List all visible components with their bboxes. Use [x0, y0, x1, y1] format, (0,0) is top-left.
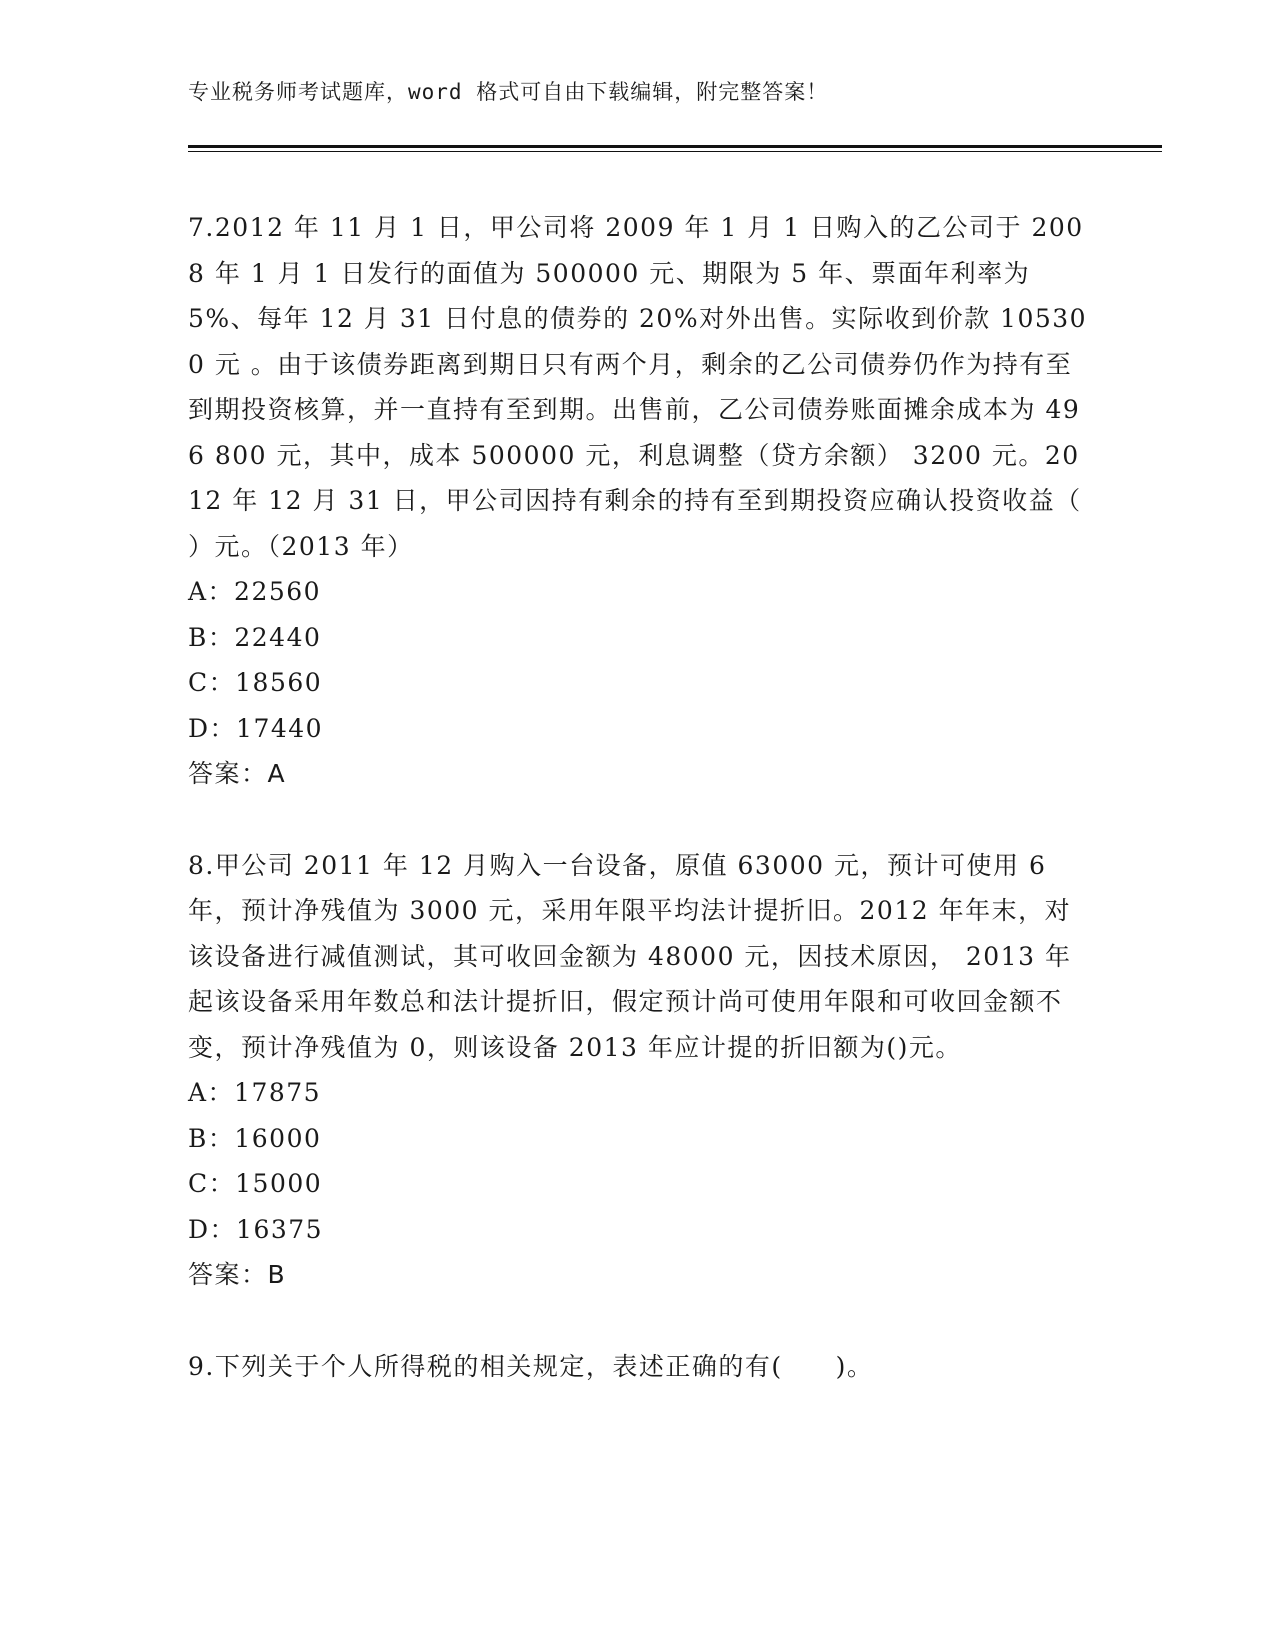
question-8-option-b: B：16000	[188, 1123, 322, 1153]
question-9	[188, 1344, 1088, 1390]
question-list	[188, 205, 1088, 1389]
question-spacer	[188, 797, 1088, 843]
question-8-option-d: D：16375	[188, 1214, 324, 1244]
question-8-answer: 答案：B	[188, 1260, 287, 1289]
question-8-option-c: C：15000	[188, 1169, 323, 1198]
header-rule-thin	[188, 151, 1162, 152]
question-spacer	[188, 1298, 1088, 1344]
question-8	[188, 843, 1088, 1298]
question-7-answer: 答案：A	[188, 759, 287, 788]
header-rule	[188, 145, 1162, 148]
question-7-option-c: C：18560	[188, 668, 323, 697]
question-7	[188, 205, 1088, 797]
question-7-option-a: A：22560	[188, 577, 322, 606]
page-header: 专业税务师考试题库，word 格式可自由下载编辑，附完整答案！	[188, 80, 829, 104]
question-7-option-d: D：17440	[188, 713, 324, 743]
question-8-option-a: A：17875	[188, 1078, 322, 1107]
question-8-text: 8.甲公司 2011 年 12 月购入一台设备，原值 63000 元，预计可使用 6 年，预计净残值为 3000 元，采用年限平均法计提折旧。2012 年年末，对该设备进行减值测试，其可收回金额为 48000 元，因技术原因， 2013 年起该设备采用年数总和法计提折旧，假定预计尚可使用年限和可收回金额不变，预计净残值为 0，则该设备 2013 年应计提的折旧额为()元。	[188, 850, 1072, 1062]
question-7-text: 7.2012 年 11 月 1 日，甲公司将 2009 年 1 月 1 日购入的乙公司于 2008 年 1 月 1 日发行的面值为 500000 元、期限为 5 年、票面年利率为 5%、每年 12 月 31 日付息的债券的 20%对外出售。实际收到价款 105300 元 。由于该债券距离到期日只有两个月，剩余的乙公司债券仍作为持有至到期投资核算，并一直持有至到期。出售前，乙公司债券账面摊余成本为 496 800 元，其中，成本 500000 元，利息调整（贷方余额） 3200 元。2012 年 12 月 31 日，甲公司因持有剩余的持有至到期投资应确认投资收益（ ）元。（2013 年）	[188, 213, 1088, 561]
question-7-option-b: B：22440	[188, 622, 322, 652]
question-9-text: 9.下列关于个人所得税的相关规定，表述正确的有( )。	[188, 1351, 874, 1381]
